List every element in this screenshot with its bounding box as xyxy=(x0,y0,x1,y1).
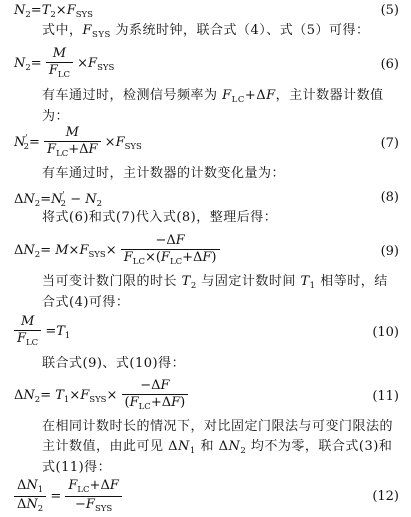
paragraph: 当可变计数门限的时长 $T_2$ 与固定计数时间 $T_1$ 相等时，结合式(4)可得： xyxy=(42,274,388,311)
paragraph: 联合式(9)、式(10)得： xyxy=(42,356,186,371)
equation-number: (11) xyxy=(372,389,399,404)
paragraph: 有车通过时，主计数器的计数变化量为： xyxy=(42,166,286,181)
equation-number: (7) xyxy=(380,136,399,151)
paragraph: 式中，$F_{SYS}$ 为系统时钟，联合式（4）、式（5）可得： xyxy=(42,23,370,40)
paragraph: 有车通过时，检测信号频率为 $F_{LC}+\Delta F$，主计数器计数值为： xyxy=(42,88,384,125)
equation-number: (8) xyxy=(380,190,399,205)
equation-12: $\frac{\Delta N_1}{\Delta N_2}$ = $\frac{F_{LC}+\Delta F}{-F_{SYS}}$ (12) xyxy=(0,476,411,514)
paragraph: 将式(6)和式(7)代入式(8)，整理后得： xyxy=(42,210,278,225)
equation-number: (5) xyxy=(380,3,399,18)
equation-6: $N_2=$ $\frac{M}{F_{LC}}$ $\times F_{SYS}$ (6) xyxy=(14,46,399,81)
equation-number: (12) xyxy=(372,489,399,504)
equation-9: $\Delta N_2= M\times F_{SYS}\times$ $\frac{-\Delta F}{F_{LC}\times(F_{LC}+\Delta F)}$ (9) xyxy=(14,233,399,268)
paragraph: 在相同计数时长的情况下，对比固定门限法与可变门限法的主计数值，由此可见 $\Delta N_1$ 和 $\Delta N_2$ 均不为零，联合式(3)和式(11)得： xyxy=(42,419,394,476)
equation-10: $\frac{M}{F_{LC}}$ $=T_1$ (10) xyxy=(0,312,411,350)
equation-11: $\Delta N_2= T_1\times F_{SYS}\times$ $\frac{-\Delta F}{(F_{LC}+\Delta F)}$ (11) xyxy=(14,378,399,413)
equation-7: $N'_2=$ $\frac{M}{F_{LC}+\Delta F}$ $\times F_{SYS}$ (7) xyxy=(14,125,399,160)
equation-number: (6) xyxy=(380,57,399,72)
equation-number: (10) xyxy=(372,325,399,340)
equation-number: (9) xyxy=(380,244,399,259)
paper-page: $N_2=T_2\times F_{SYS}$ (5) 式中，$F_{SYS}$ 为系统时钟，联合式（4）、式（5）可得： $N_2=$ $\frac{M}{F_{LC}}$ $\times F_{SYS}$ (6) 有车通过时，检测信号频率为 $F_{LC}+\Delta F$，主计数器计数值为： $N'_2=$ $\frac{M}{F_{LC}+\Delta F}$ $\times F_{SYS}$ (7) 有车通过时，主计数器的计数变化量为： $\Delta N_2=N'_2 - N_2$ (8) 将式(6)和式(7)代入式(8)，整理后得： $\Delta N_2= M\times F_{SYS}\times$ $\frac{-\Delta F}{F_{LC}\times(F_{LC}+\Delta F)}$ (9) 当可变计数门限的时长 $T_2$ 与固定计数时间 $T_1$ 相等时，结合式(4)可得： $\frac{M}{F_{LC}}$ $=T_1$ (10) 联合式(9)、式(10)得： $\Delta N_2= T_1\times F_{SYS}\times$ $\frac{-\Delta F}{(F_{LC}+\Delta F)}$ (11) 在相同计数时长的情况下，对比固定门限法与可变门限法的主计数值，由此可见 $\Delta N_1$ 和 $\Delta N_2$ 均不为零，联合式(3)和式(11)得： $\frac{\Delta N_1}{\Delta N_2}$ = $\frac{F_{LC}+\Delta F}{-F_{SYS}}$ (12) xyxy=(0,0,411,517)
